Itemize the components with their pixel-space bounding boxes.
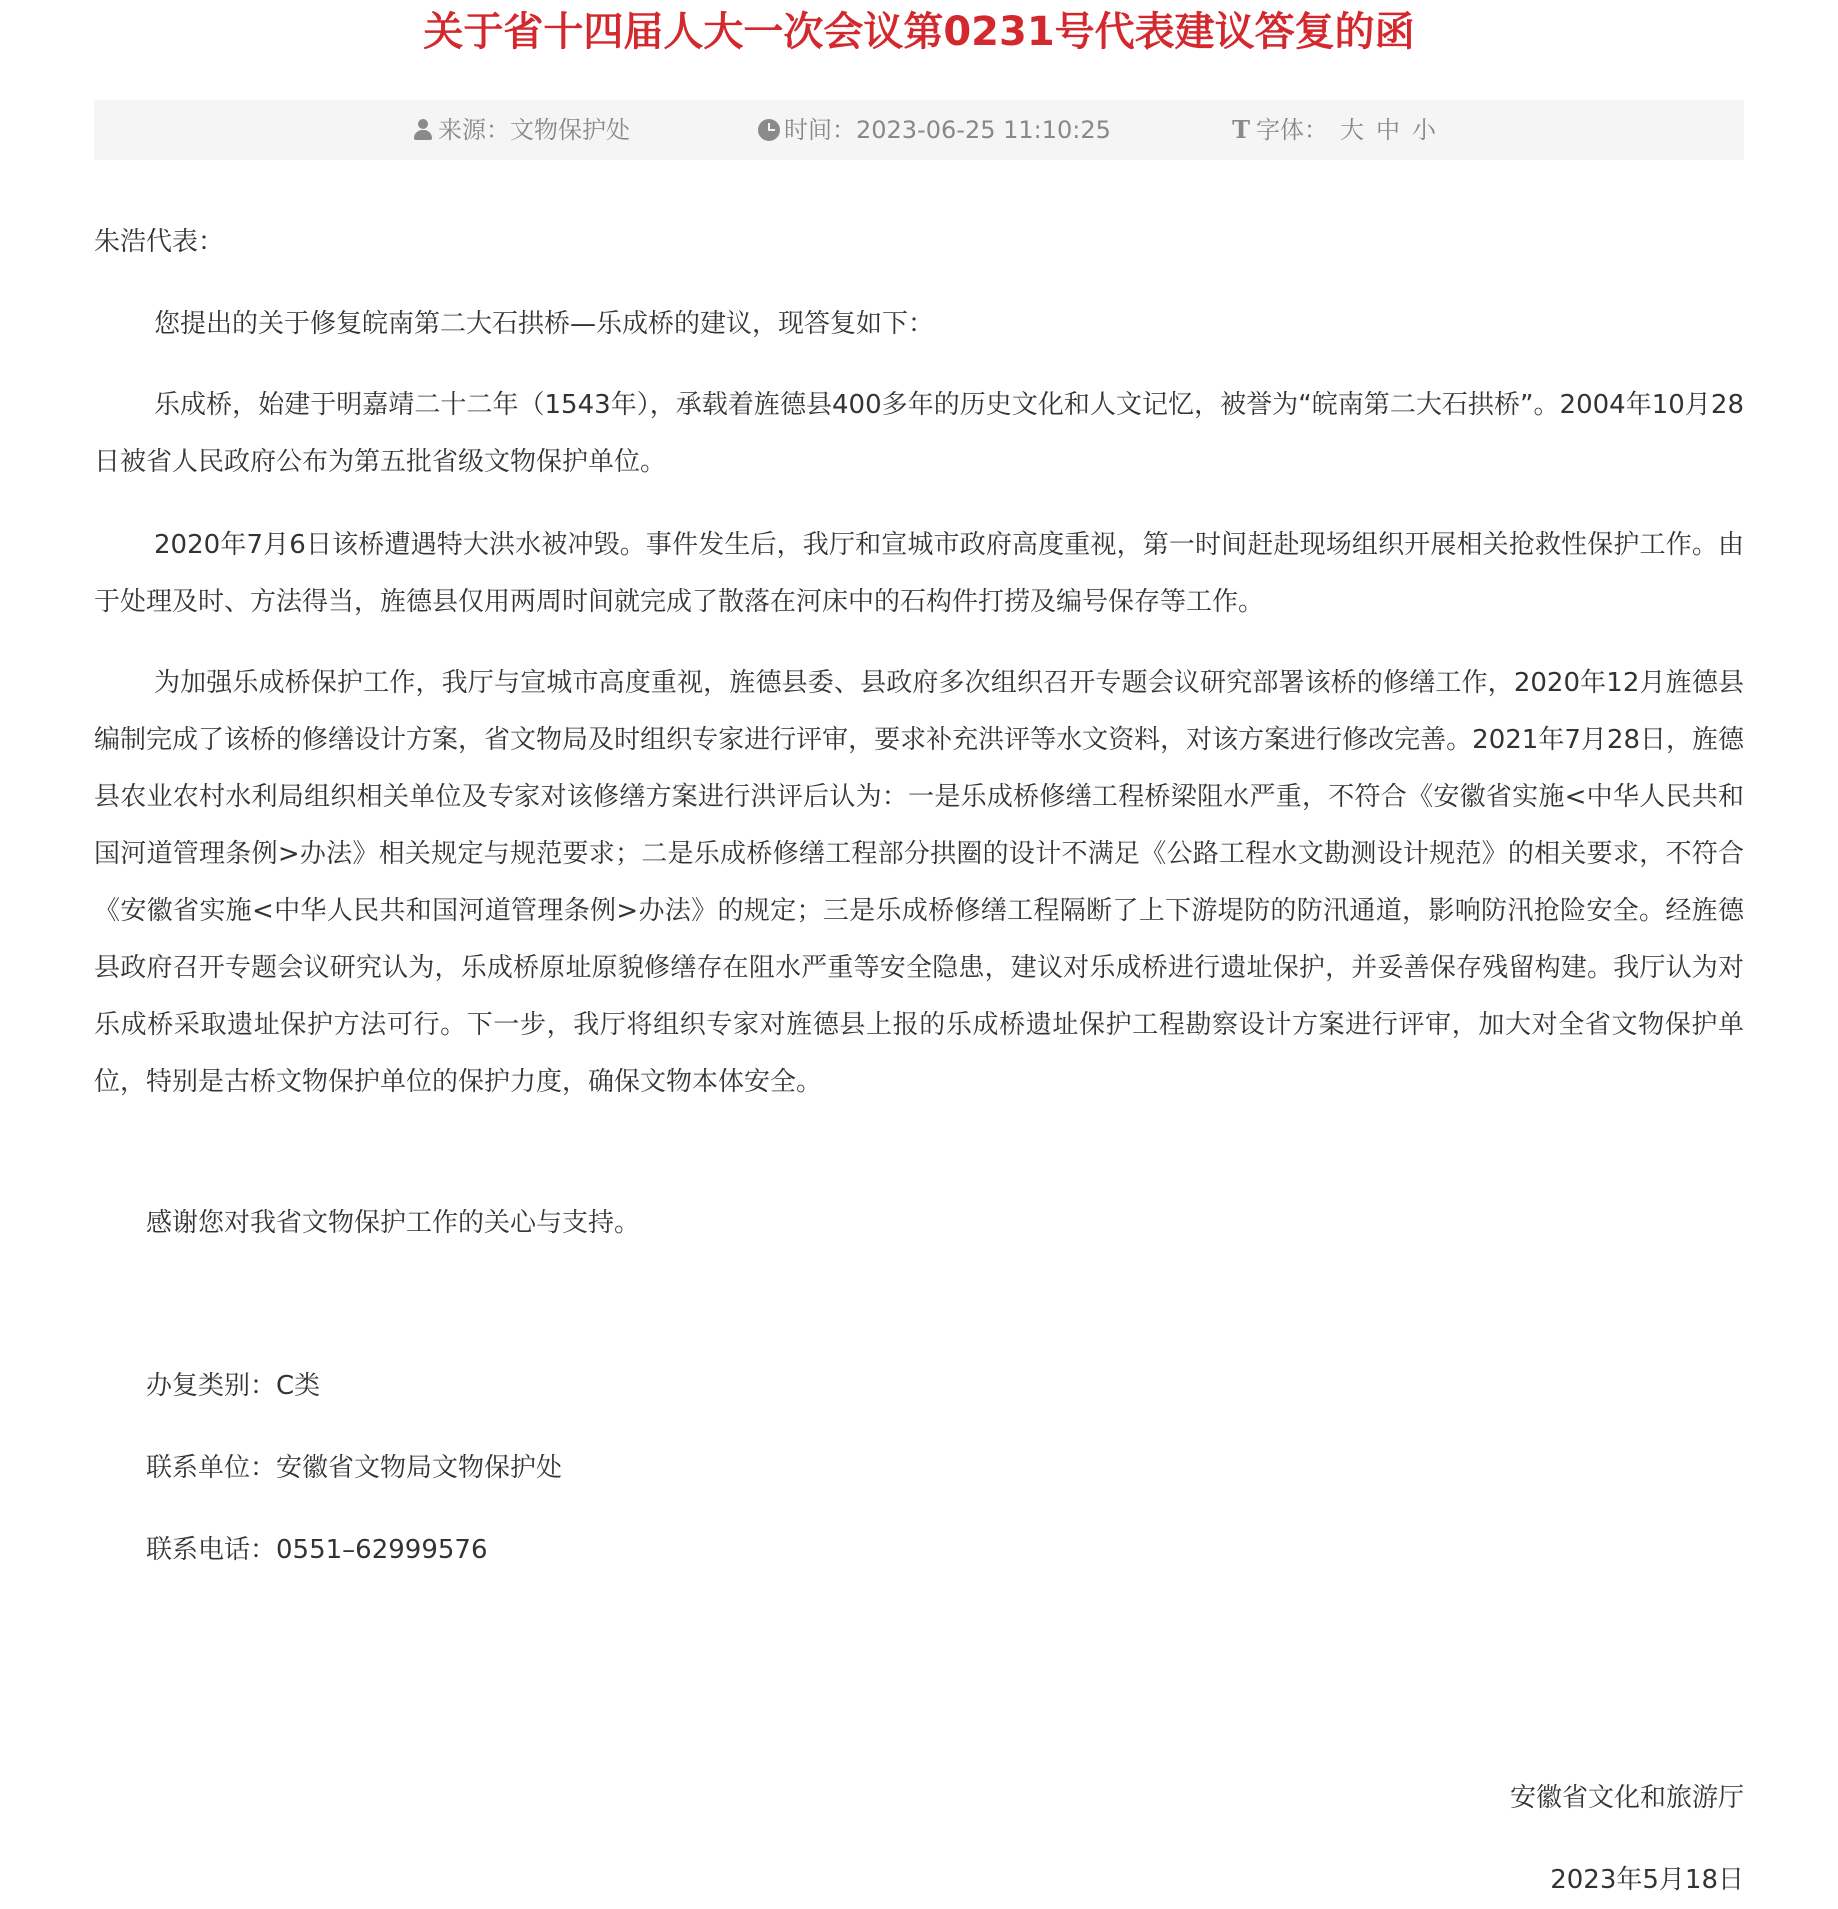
article-title: 关于省十四届人大一次会议第0231号代表建议答复的函 xyxy=(423,9,1415,55)
meta-time xyxy=(758,100,1111,160)
font-size-large-button[interactable]: 大 xyxy=(1340,116,1364,144)
paragraph-repair-plan: 为加强乐成桥保护工作，我厅与宣城市高度重视，旌德县委、县政府多次组织召开专题会议研究部署该桥的修缮工作，2020年12月旌德县编制完成了该桥的修缮设计方案，省文物局及时组织专家进行评审，要求补充洪评等水文资料，对该方案进行修改完善。2021年7月28日，旌德县农业农村水利局组织相关单位及专家对该修缮方案进行洪评后认为：一是乐成桥修缮工程桥梁阻水严重，不符合《安徽省实施<中华人民共和国河道管理条例>办法》相关规定与规范要求；二是乐成桥修缮工程部分拱圈的设计不满足《公路工程水文勘测设计规范》的相关要求，不符合《安徽省实施<中华人民共和国河道管理条例>办法》的规定；三是乐成桥修缮工程隔断了上下游堤防的防汛通道，影响防汛抢险安全。经旌德县政府召开专题会议研究认为，乐成桥原址原貌修缮存在阻水严重等安全隐患，建议对乐成桥进行遗址保护，并妥善保存残留构建。我厅认为对乐成桥采取遗址保护方法可行。下一步，我厅将组织专家对旌德县上报的乐成桥遗址保护工程勘察设计方案进行评审，加大对全省文物保护单位，特别是古桥文物保护单位的保护力度，确保文物本体安全。 xyxy=(94,668,1744,1097)
handling-category: 办复类别：C类 xyxy=(146,1371,321,1401)
font-label: 字体： xyxy=(1256,116,1328,144)
signature-date: 2023年5月18日 xyxy=(1550,1865,1744,1895)
time-value: 2023-06-25 11:10:25 xyxy=(856,116,1111,144)
source-label: 来源： xyxy=(438,116,510,144)
paragraph-intro: 您提出的关于修复皖南第二大石拱桥—乐成桥的建议，现答复如下： xyxy=(154,309,935,339)
paragraph-history: 乐成桥，始建于明嘉靖二十二年（1543年），承载着旌德县400多年的历史文化和人文记忆，被誉为“皖南第二大石拱桥”。2004年10月28日被省人民政府公布为第五批省级文物保护单位。 xyxy=(94,390,1744,477)
user-icon xyxy=(412,119,434,141)
meta-source xyxy=(412,100,630,160)
source-value: 文物保护处 xyxy=(510,116,630,144)
font-size-small-button[interactable]: 小 xyxy=(1412,116,1436,144)
article-meta-bar xyxy=(94,100,1744,160)
clock-icon xyxy=(758,119,780,141)
paragraph-flood: 2020年7月6日该桥遭遇特大洪水被冲毁。事件发生后，我厅和宣城市政府高度重视，第一时间赶赴现场组织开展相关抢救性保护工作。由于处理及时、方法得当，旌德县仅用两周时间就完成了散落在河床中的石构件打捞及编号保存等工作。 xyxy=(94,530,1744,617)
salutation: 朱浩代表： xyxy=(94,227,225,257)
signature-organization: 安徽省文化和旅游厅 xyxy=(1509,1783,1744,1813)
article-page xyxy=(94,0,1744,1895)
meta-font-size xyxy=(1230,100,1436,160)
font-size-medium-button[interactable]: 中 xyxy=(1376,116,1400,144)
paragraph-thanks: 感谢您对我省文物保护工作的关心与支持。 xyxy=(146,1208,641,1238)
time-label: 时间： xyxy=(784,116,856,144)
contact-unit: 联系单位：安徽省文物局文物保护处 xyxy=(146,1453,563,1483)
contact-phone: 联系电话：0551–62999576 xyxy=(146,1535,488,1565)
font-icon: T xyxy=(1232,115,1250,144)
